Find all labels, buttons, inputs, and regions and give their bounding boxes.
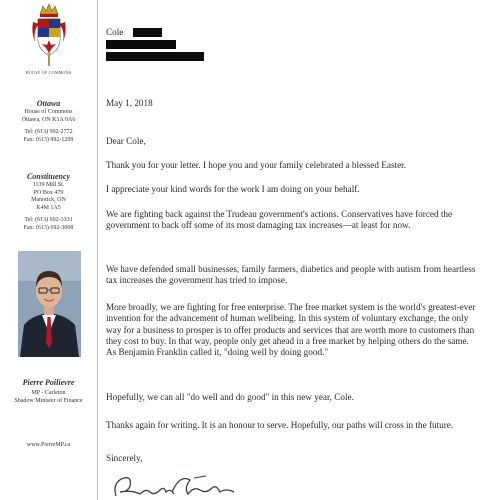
paragraph: Thanks again for writing. It is an honour to serve. Hopefully, our paths will cross in the future. — [106, 420, 454, 430]
mp-role: Shadow Minister of Finance — [14, 397, 83, 404]
ottawa-line-1: House of Commons — [24, 109, 73, 115]
paragraph: Thank you for your letter. I hope you and your family celebrated a blessed Easter. — [106, 160, 407, 170]
mp-portrait — [18, 251, 81, 357]
paragraph: More broadly, we are fighting for free enterprise. The free market system is the world's greatest-ever invention for the advancement of human wellbeing. In this system of voluntary exchange, the only way for a business to prosper is to offer products and services that are worth more to customers than they cost to buy. In that way, people only get ahead in a free market by helping others do the same. As Benjamin Franklin called it, "doing well by doing good." — [106, 302, 476, 358]
ottawa-address-block — [0, 99, 97, 144]
ottawa-line-2: Ottawa, ON K1A 0A6 — [21, 116, 76, 123]
letter-date: May 1, 2018 — [106, 98, 153, 108]
constituency-address-block — [0, 172, 97, 232]
ottawa-fax: Fax: (613) 992-1209 — [23, 136, 74, 143]
letterhead-divider — [97, 0, 98, 500]
paragraph: We have defended small businesses, family farmers, diabetics and people with autism from heartless tax increases the government has tried to impose. — [106, 264, 476, 286]
constituency-line-1: 1139 Mill St. — [32, 182, 65, 188]
paragraph: Hopefully, we can all "do well and do good" in this new year, Cole. — [106, 392, 354, 402]
coat-of-arms-icon — [29, 2, 69, 68]
mp-riding: MP - Carleton — [31, 390, 66, 396]
crest-caption: HOUSE OF COMMONS — [25, 70, 72, 75]
recipient-name: Cole — [106, 27, 124, 37]
redaction-bar — [106, 52, 204, 61]
ottawa-heading: Ottawa — [36, 99, 61, 108]
salutation: Dear Cole, — [106, 136, 146, 146]
closing: Sincerely, — [106, 453, 143, 463]
constituency-line-3: Manotick, ON — [31, 197, 66, 203]
redaction-bar — [106, 40, 176, 49]
ottawa-tel: Tel: (613) 992-2772 — [24, 129, 73, 135]
constituency-tel: Tel: (613) 692-3331 — [24, 217, 73, 223]
paragraph: We are fighting back against the Trudeau government's actions. Conservatives have forced the government to back off some of its most damaging tax increases—at least for now. — [106, 209, 453, 231]
portrait-image — [18, 251, 81, 357]
mp-name: Pierre Poilievre — [22, 378, 75, 387]
constituency-heading: Constituency — [26, 172, 71, 181]
constituency-fax: Fax: (613) 692-3008 — [23, 224, 74, 231]
redaction-bar — [133, 28, 162, 37]
mp-name-block — [0, 378, 97, 405]
constituency-line-4: K4M 1A5 — [36, 204, 61, 211]
letterhead-sidebar — [0, 0, 97, 500]
paragraph: I appreciate your kind words for the work I am doing on your behalf. — [106, 184, 360, 194]
signature — [110, 468, 250, 500]
website: www.PierreMP.ca — [26, 442, 71, 448]
constituency-line-2: PO Box 479 — [33, 189, 64, 196]
